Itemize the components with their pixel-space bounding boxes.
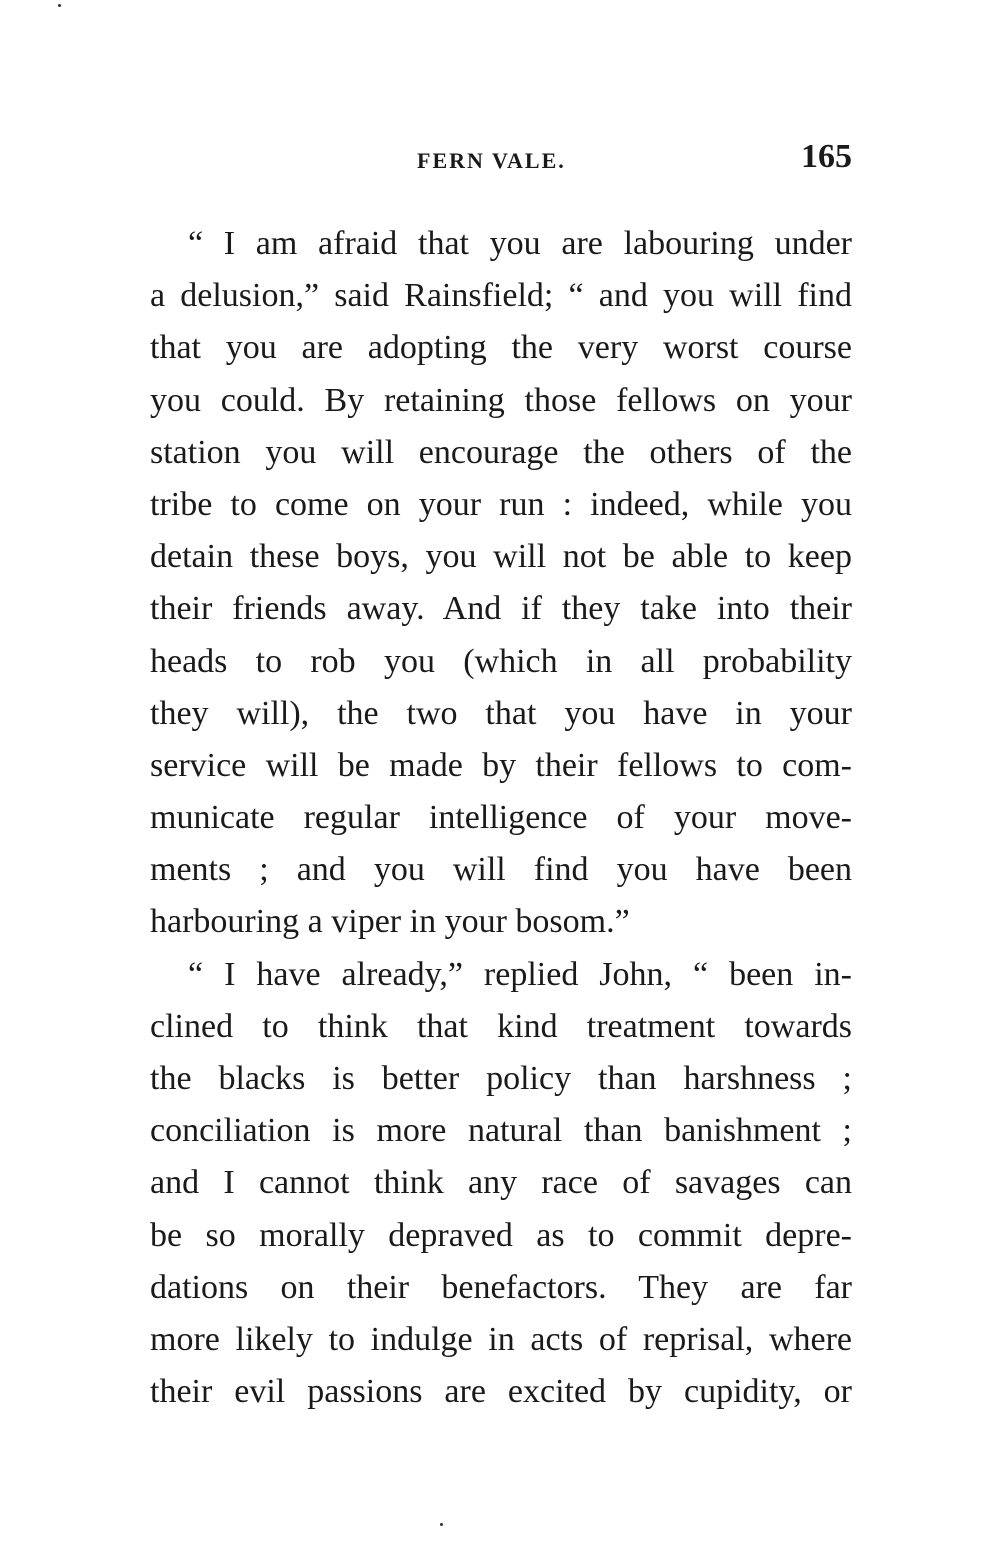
page-header <box>150 138 852 182</box>
text-line: station you will encourage the others of the <box>150 433 852 471</box>
text-line: and I cannot think any race of savages can <box>150 1164 852 1202</box>
text-line: the blacks is better policy than harshness ; <box>150 1060 852 1097</box>
text-line: conciliation is more natural than banishment ; <box>150 1112 852 1150</box>
text-line: harbouring a viper in your bosom.” <box>150 903 630 941</box>
text-line: they will), the two that you have in your <box>150 694 852 732</box>
text-line: ments ; and you will find you have been <box>150 851 852 889</box>
text-line: their friends away. And if they take into their <box>150 590 852 628</box>
print-speck <box>440 1523 443 1526</box>
text-line: tribe to come on your run : indeed, while you <box>150 485 852 523</box>
text-line: be so morally depraved as to commit depre- <box>150 1216 852 1254</box>
text-line: “ I have already,” replied John, “ been in- <box>188 955 852 993</box>
text-line: dations on their benefactors. They are far <box>150 1268 852 1306</box>
body-text <box>150 218 852 1418</box>
running-title: FERN VALE. <box>417 148 566 173</box>
text-line: their evil passions are excited by cupidity, or <box>150 1373 852 1411</box>
text-line: clined to think that kind treatment towards <box>150 1007 852 1045</box>
text-line: you could. By retaining those fellows on your <box>150 381 852 419</box>
print-speck <box>58 4 61 7</box>
text-line: service will be made by their fellows to com- <box>150 746 852 784</box>
text-line: detain these boys, you will not be able to keep <box>150 538 852 576</box>
text-line: municate regular intelligence of your move- <box>150 799 852 837</box>
text-line: heads to rob you (which in all probability <box>150 642 852 680</box>
text-line: that you are adopting the very worst course <box>150 329 852 367</box>
text-line: a delusion,” said Rainsfield; “ and you will find <box>150 277 852 315</box>
text-line: “ I am afraid that you are labouring under <box>188 225 852 262</box>
text-line: more likely to indulge in acts of reprisal, where <box>150 1320 852 1358</box>
page-number: 165 <box>801 138 852 175</box>
